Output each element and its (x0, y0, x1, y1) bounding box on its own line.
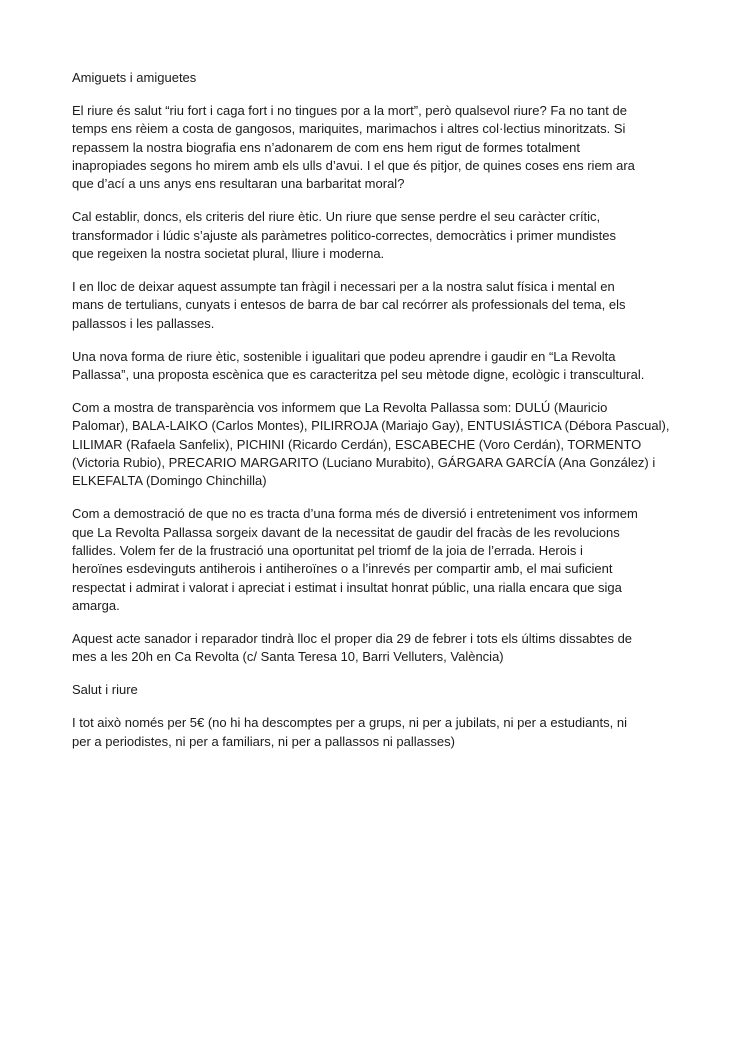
paragraph-intro: El riure és salut “riu fort i caga fort i no tingues por a la mort”, però qualsevol riure? Fa no tant de temps ens rèiem a costa de gangosos, mariquites, marimachos i altres col·lectius minoritzats. Si repassem la nostra biografia ens n’adonarem de com ens hem rigut de formes totalment inapropiades segons ho mirem amb els ulls d’avui. I el que és pitjor, de quines coses ens riem ara que d’ací a uns anys ens resultaran una barbaritat moral? (72, 103, 635, 192)
paragraph-proposal: Una nova forma de riure ètic, sostenible i igualitari que podeu aprendre i gaudir en “La Revolta Pallassa”, una proposta escènica que es caracteritza pel seu mètode digne, ecològic i transcultural. (72, 348, 645, 383)
paragraph-event-details: Aquest acte sanador i reparador tindrà lloc el proper dia 29 de febrer i tots els últims dissabtes de mes a les 20h en Ca Revolta (c/ Santa Teresa 10, Barri Velluters, València) (72, 631, 633, 665)
paragraph-members: Com a mostra de transparència vos informem que La Revolta Pallassa som: DULÚ (Mauricio Palomar), BALA-LAIKO (Carlos Montes), PILIRROJA (Mariajo Gay), ENTUSIÁSTICA (Débora Pascual), LILIMAR (Rafaela Sanfelix), PICHINI (Ricardo Cerdán), ESCABECHE (Voro Cerdán), TORMENTO (Victoria Rubio), PRECARIO MARGARITO (Luciano Murabito), GÁRGARA GARCÍA (Ana González) i ELKEFALTA (Domingo Chinchilla) (72, 400, 670, 489)
paragraph-salutation: Salut i riure (72, 682, 138, 698)
paragraph-demonstration: Com a demostració de que no es tracta d’una forma més de diversió i entreteniment vos informem que La Revolta Pallassa sorgeix davant de la necessitat de gaudir del fracàs de les revolucions fallides. Volem fer de la frustració una oportunitat pel triomf de la joia de l’errada. Herois i heroïnes esdevinguts antiherois i antiheroïnes o a l’inrevés per compartir amb, el mai suficient respectat i admirat i valorat i apreciat i estimat i insultat honrat públic, una rialla encara que siga amarga. (72, 506, 638, 613)
document-body (72, 69, 672, 766)
paragraph-professionals: I en lloc de deixar aquest assumpte tan fràgil i necessari per a la nostra salut física i mental en mans de tertulians, cunyats i entesos de barra de bar cal recórrer als professionals del tema, els pallassos i les pallasses. (72, 279, 626, 331)
paragraph-criteria: Cal establir, doncs, els criteris del riure ètic. Un riure que sense perdre el seu caràcter crític, transformador i lúdic s’ajuste als paràmetres politico-correctes, democràtics i primer mundistes que regeixen la nostra societat plural, lliure i moderna. (72, 209, 617, 261)
paragraph-price: I tot això només per 5€ (no hi ha descomptes per a grups, ni per a jubilats, ni per a estudiants, ni per a periodistes, ni per a familiars, ni per a pallassos ni pallasses) (72, 715, 627, 749)
greeting: Amiguets i amiguetes (72, 70, 197, 85)
